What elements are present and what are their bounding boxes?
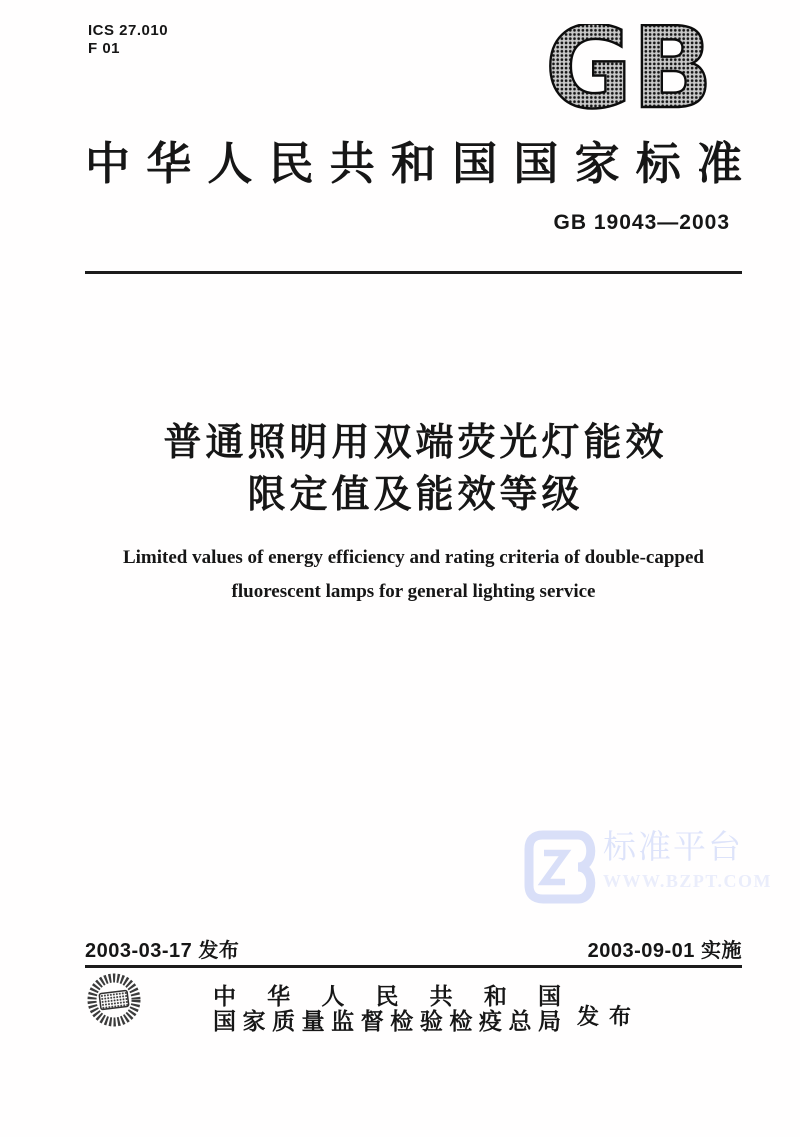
publish-label: 发布 (577, 1004, 642, 1029)
title-zh-line1: 普通照明用双端荧光灯能效 (163, 422, 668, 464)
ics-code: ICS 27.010 (88, 22, 169, 39)
implementation-date: 2003-09-01 实施 (587, 940, 742, 962)
authority-line2: 国家质量监督检验检疫总局 (213, 1009, 561, 1034)
title-en-line1: Limited values of energy efficiency and rating criteria of double-capped (122, 547, 704, 568)
header-rule (85, 271, 742, 274)
watermark-text (603, 828, 772, 906)
gb-logo-icon (543, 24, 715, 112)
footer-rule (85, 965, 742, 968)
watermark-site-url: WWW.BZPT.COM (603, 871, 773, 891)
svg-text:GB: GB (545, 24, 713, 112)
standard-number: GB 19043—2003 (553, 211, 730, 234)
authority-seal-icon (86, 972, 142, 1028)
ics-block (88, 22, 168, 58)
standard-heading: 中华人民共和国国家标准 (85, 139, 742, 189)
date-row (85, 934, 742, 963)
title-zh-line2: 限定值及能效等级 (247, 474, 584, 516)
issue-date: 2003-03-17 发布 (85, 940, 240, 962)
watermark-logo-icon (522, 828, 596, 906)
document-title-en (85, 541, 742, 609)
title-en-line2: fluorescent lamps for general lighting service (231, 581, 596, 602)
watermark (522, 828, 772, 906)
authority-line1: 中华人民共和国 (213, 984, 561, 1009)
document-title-zh (85, 417, 742, 521)
watermark-site-name: 标准平台 (603, 830, 743, 866)
classification-code: F 01 (88, 40, 121, 57)
issuing-authority (213, 984, 561, 1034)
